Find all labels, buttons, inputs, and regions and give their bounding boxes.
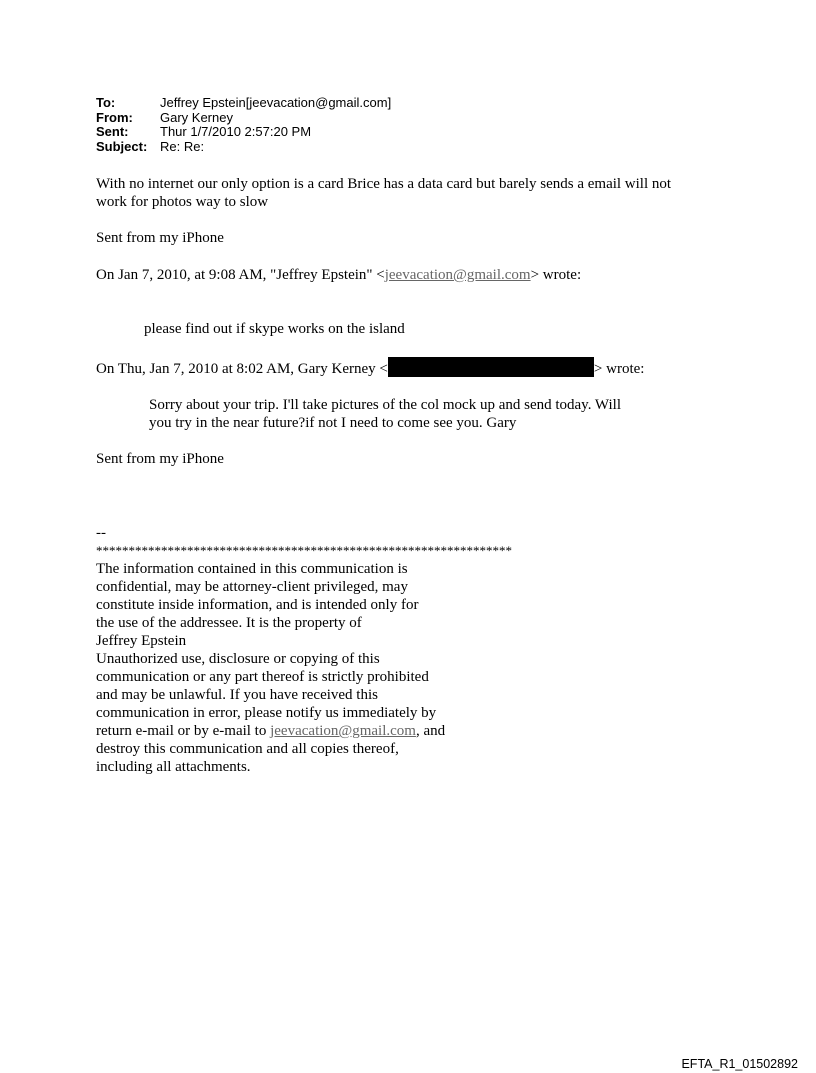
disclaimer-line: confidential, may be attorney-client privileged, may: [96, 579, 408, 595]
from-value: Gary Kerney: [160, 109, 233, 125]
quote-1-text: please find out if skype works on the island: [144, 321, 405, 337]
disclaimer-line: [96, 722, 512, 740]
disclaimer-line: and may be unlawful. If you have received this: [96, 687, 378, 703]
from-row: [96, 111, 391, 126]
to-row: [96, 96, 391, 111]
sent-label: Sent:: [96, 124, 129, 139]
to-label: To:: [96, 95, 116, 110]
sent-value: Thur 1/7/2010 2:57:20 PM: [160, 124, 312, 139]
quote-line: Sorry about your trip. I'll take pictures of the col mock up and send today. Will: [149, 397, 621, 413]
quote-1-prefix: On Jan 7, 2010, at 9:08 AM, "Jeffrey Epstein" <: [96, 267, 385, 283]
disclaimer-line10-prefix: return e-mail or by e-mail to: [96, 723, 271, 739]
from-label: From:: [96, 109, 133, 125]
disclaimer-line: constitute inside information, and is intended only for: [96, 597, 419, 613]
quote-line: you try in the near future?if not I need to come see you. Gary: [149, 415, 517, 431]
disclaimer-line: communication in error, please notify us immediately by: [96, 705, 437, 721]
disclaimer-line: destroy this communication and all copies thereof,: [96, 741, 399, 757]
disclaimer-line: the use of the addressee. It is the property of: [96, 615, 362, 631]
bates-number: EFTA_R1_01502892: [681, 1057, 798, 1071]
redaction-box: [388, 357, 594, 377]
disclaimer: [96, 524, 512, 776]
subject-value: Re: Re:: [160, 138, 205, 154]
signature-2: Sent from my iPhone: [96, 451, 224, 467]
quote-2-text: [149, 396, 621, 432]
disclaimer-line: including all attachments.: [96, 759, 251, 775]
quote-1-suffix: > wrote:: [530, 267, 582, 283]
body-paragraph-1: [96, 175, 671, 211]
subject-row: [96, 140, 391, 155]
subject-label: Subject:: [96, 138, 148, 154]
email-header: [96, 96, 391, 154]
disclaimer-line: communication or any part thereof is strictly prohibited: [96, 669, 429, 685]
quote-2-attribution: [96, 357, 644, 378]
to-value: Jeffrey Epstein[jeevacation@gmail.com]: [160, 95, 392, 110]
disclaimer-dashes: --: [96, 525, 106, 541]
body-line: work for photos way to slow: [96, 194, 269, 210]
quote-1-attribution: [96, 266, 581, 284]
quote-2-suffix: > wrote:: [593, 361, 645, 377]
email-link[interactable]: jeevacation@gmail.com: [270, 723, 416, 739]
disclaimer-line: Unauthorized use, disclosure or copying of this: [96, 651, 380, 667]
signature-1: Sent from my iPhone: [96, 230, 224, 246]
disclaimer-stars: ****************************************************************: [96, 543, 512, 558]
sent-row: [96, 125, 391, 140]
disclaimer-line10-suffix: , and: [415, 723, 446, 739]
quote-2-prefix: On Thu, Jan 7, 2010 at 8:02 AM, Gary Kerney <: [96, 361, 388, 377]
body-line: With no internet our only option is a card Brice has a data card but barely sends a email will not: [96, 176, 672, 192]
disclaimer-line: The information contained in this communication is: [96, 561, 408, 577]
disclaimer-line: Jeffrey Epstein: [96, 633, 187, 649]
email-link[interactable]: jeevacation@gmail.com: [384, 267, 531, 283]
